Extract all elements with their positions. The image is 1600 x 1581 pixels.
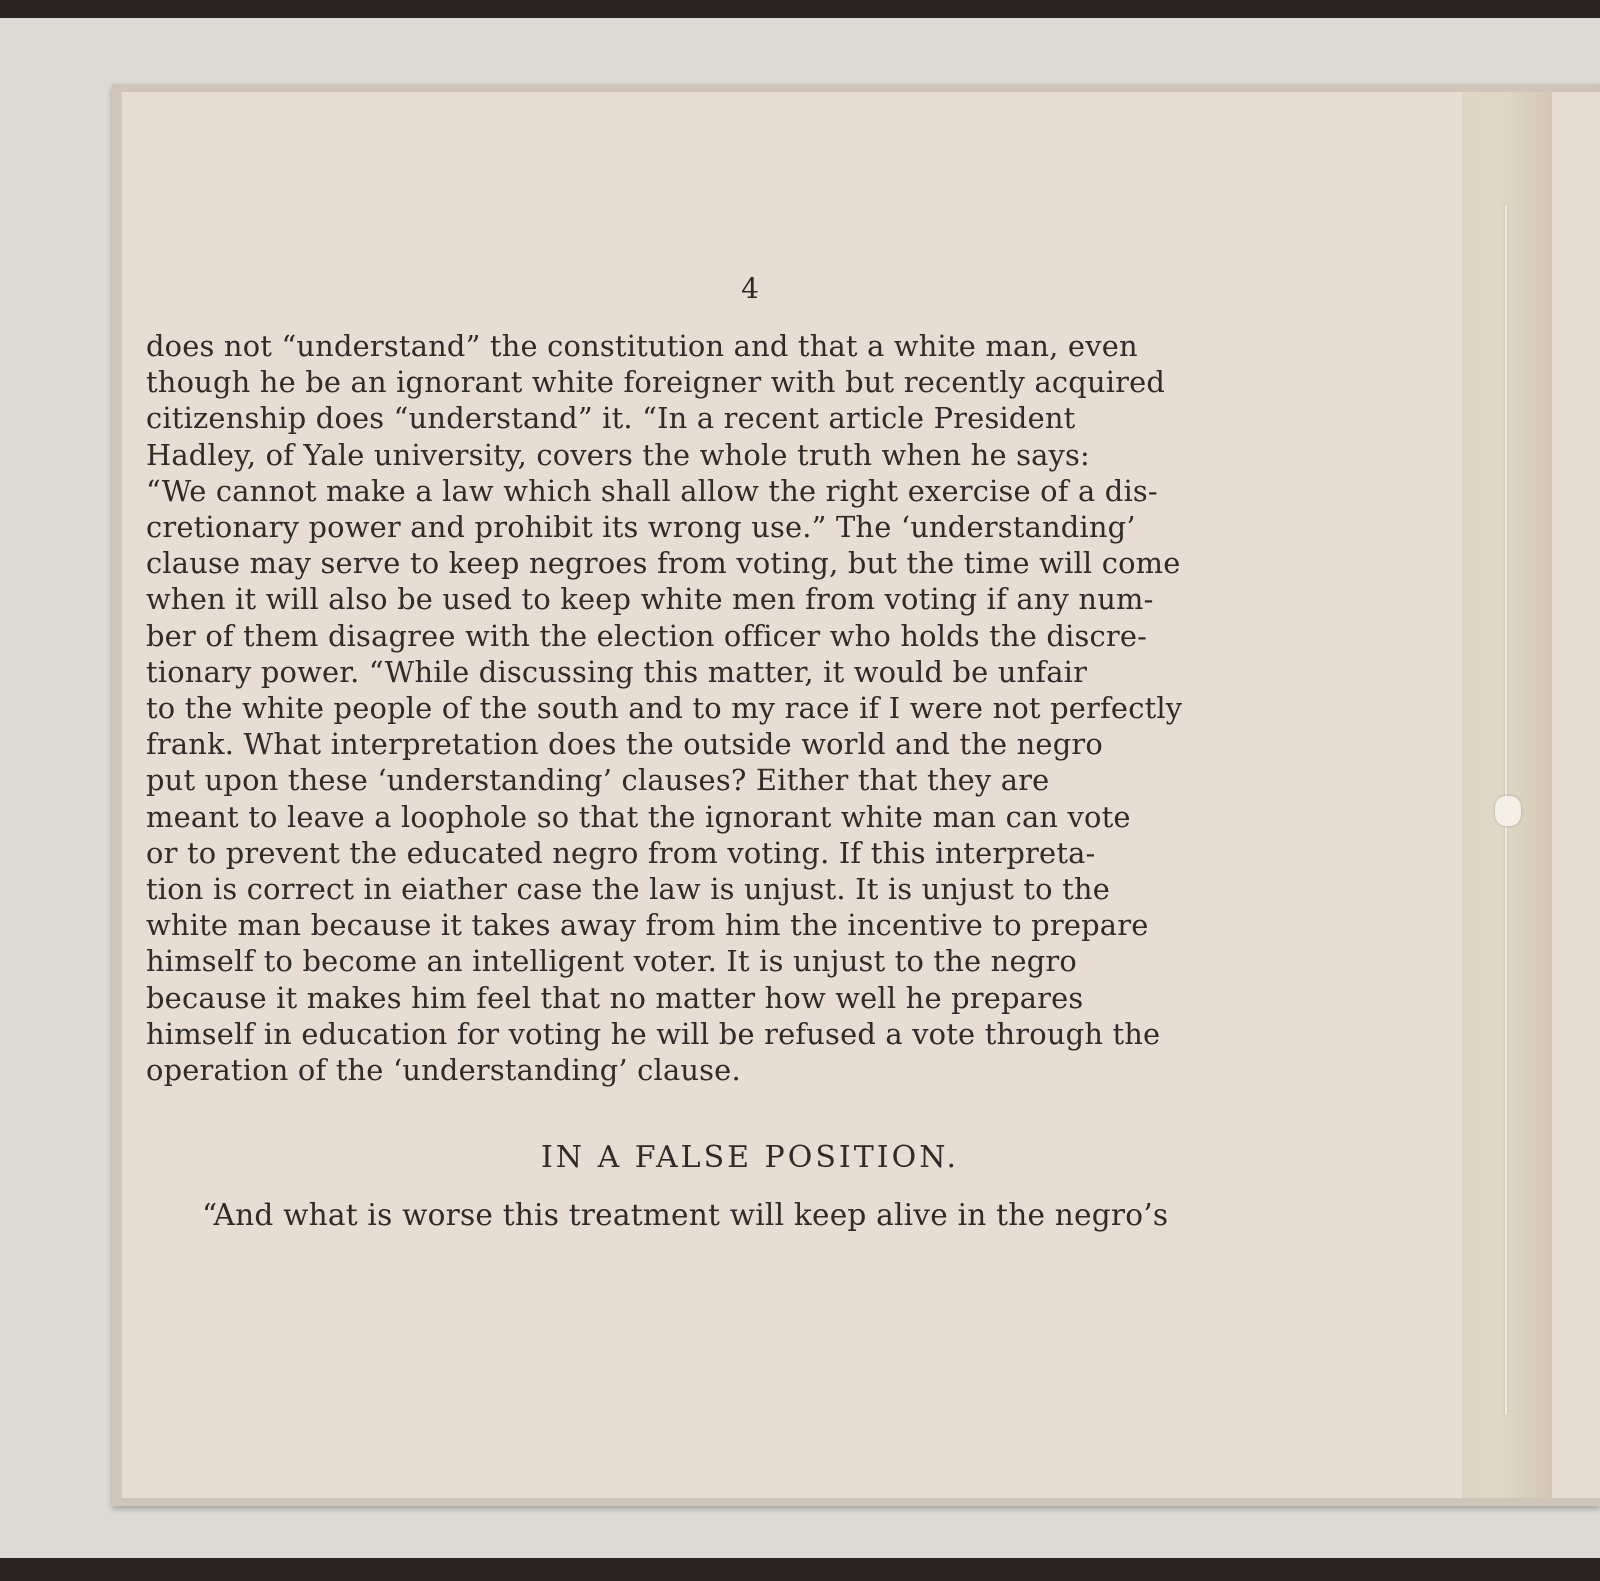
text-line: ber of them disagree with the election officer who holds the discre-	[146, 618, 1148, 653]
text-line: tion is correct in eiather case the law is unjust. It is unjust to the	[146, 872, 1110, 907]
text-line: “We cannot make a law which shall allow the right exercise of a dis-	[146, 473, 1158, 508]
text-line: or to prevent the educated negro from voting. If this interpreta-	[146, 835, 1096, 870]
text-line: put upon these ‘understanding’ clauses? Either that they are	[146, 763, 1050, 798]
text-line: operation of the ‘understanding’ clause.	[146, 1053, 741, 1088]
section-heading: IN A FALSE POSITION.	[540, 1140, 960, 1175]
text-line: white man because it takes away from him the incentive to prepare	[146, 908, 1149, 943]
text-line: Hadley, of Yale university, covers the whole truth when he says:	[146, 437, 1090, 472]
thread-knot	[1495, 796, 1521, 826]
text-line: frank. What interpretation does the outside world and the negro	[146, 727, 1103, 762]
text-line: though he be an ignorant white foreigner with but recently acquired	[146, 365, 1166, 400]
text-line: himself to become an intelligent voter. It is unjust to the negro	[146, 944, 1077, 979]
facing-page-edge	[1552, 92, 1600, 1498]
text-line: cretionary power and prohibit its wrong use.” The ‘understanding’	[146, 510, 1136, 545]
text-line: because it makes him feel that no matter how well he prepares	[146, 980, 1084, 1015]
text-line: tionary power. “While discussing this matter, it would be unfair	[146, 654, 1088, 689]
text-line: to the white people of the south and to my race if I were not perfectly	[146, 691, 1183, 726]
binding-gutter	[1462, 92, 1552, 1498]
continuation-line: “And what is worse this treatment will keep alive in the negro’s	[202, 1198, 1169, 1232]
text-line: himself in education for voting he will be refused a vote through the	[146, 1016, 1161, 1051]
body-paragraph	[146, 328, 1361, 1088]
text-line: does not “understand” the constitution and that a white man, even	[146, 329, 1138, 363]
page-number: 4	[741, 272, 759, 305]
text-line: when it will also be used to keep white men from voting if any num-	[146, 582, 1154, 617]
text-line: citizenship does “understand” it. “In a recent article President	[146, 401, 1076, 436]
text-line: clause may serve to keep negroes from voting, but the time will come	[146, 546, 1181, 581]
text-line: meant to leave a loophole so that the ignorant white man can vote	[146, 799, 1131, 834]
